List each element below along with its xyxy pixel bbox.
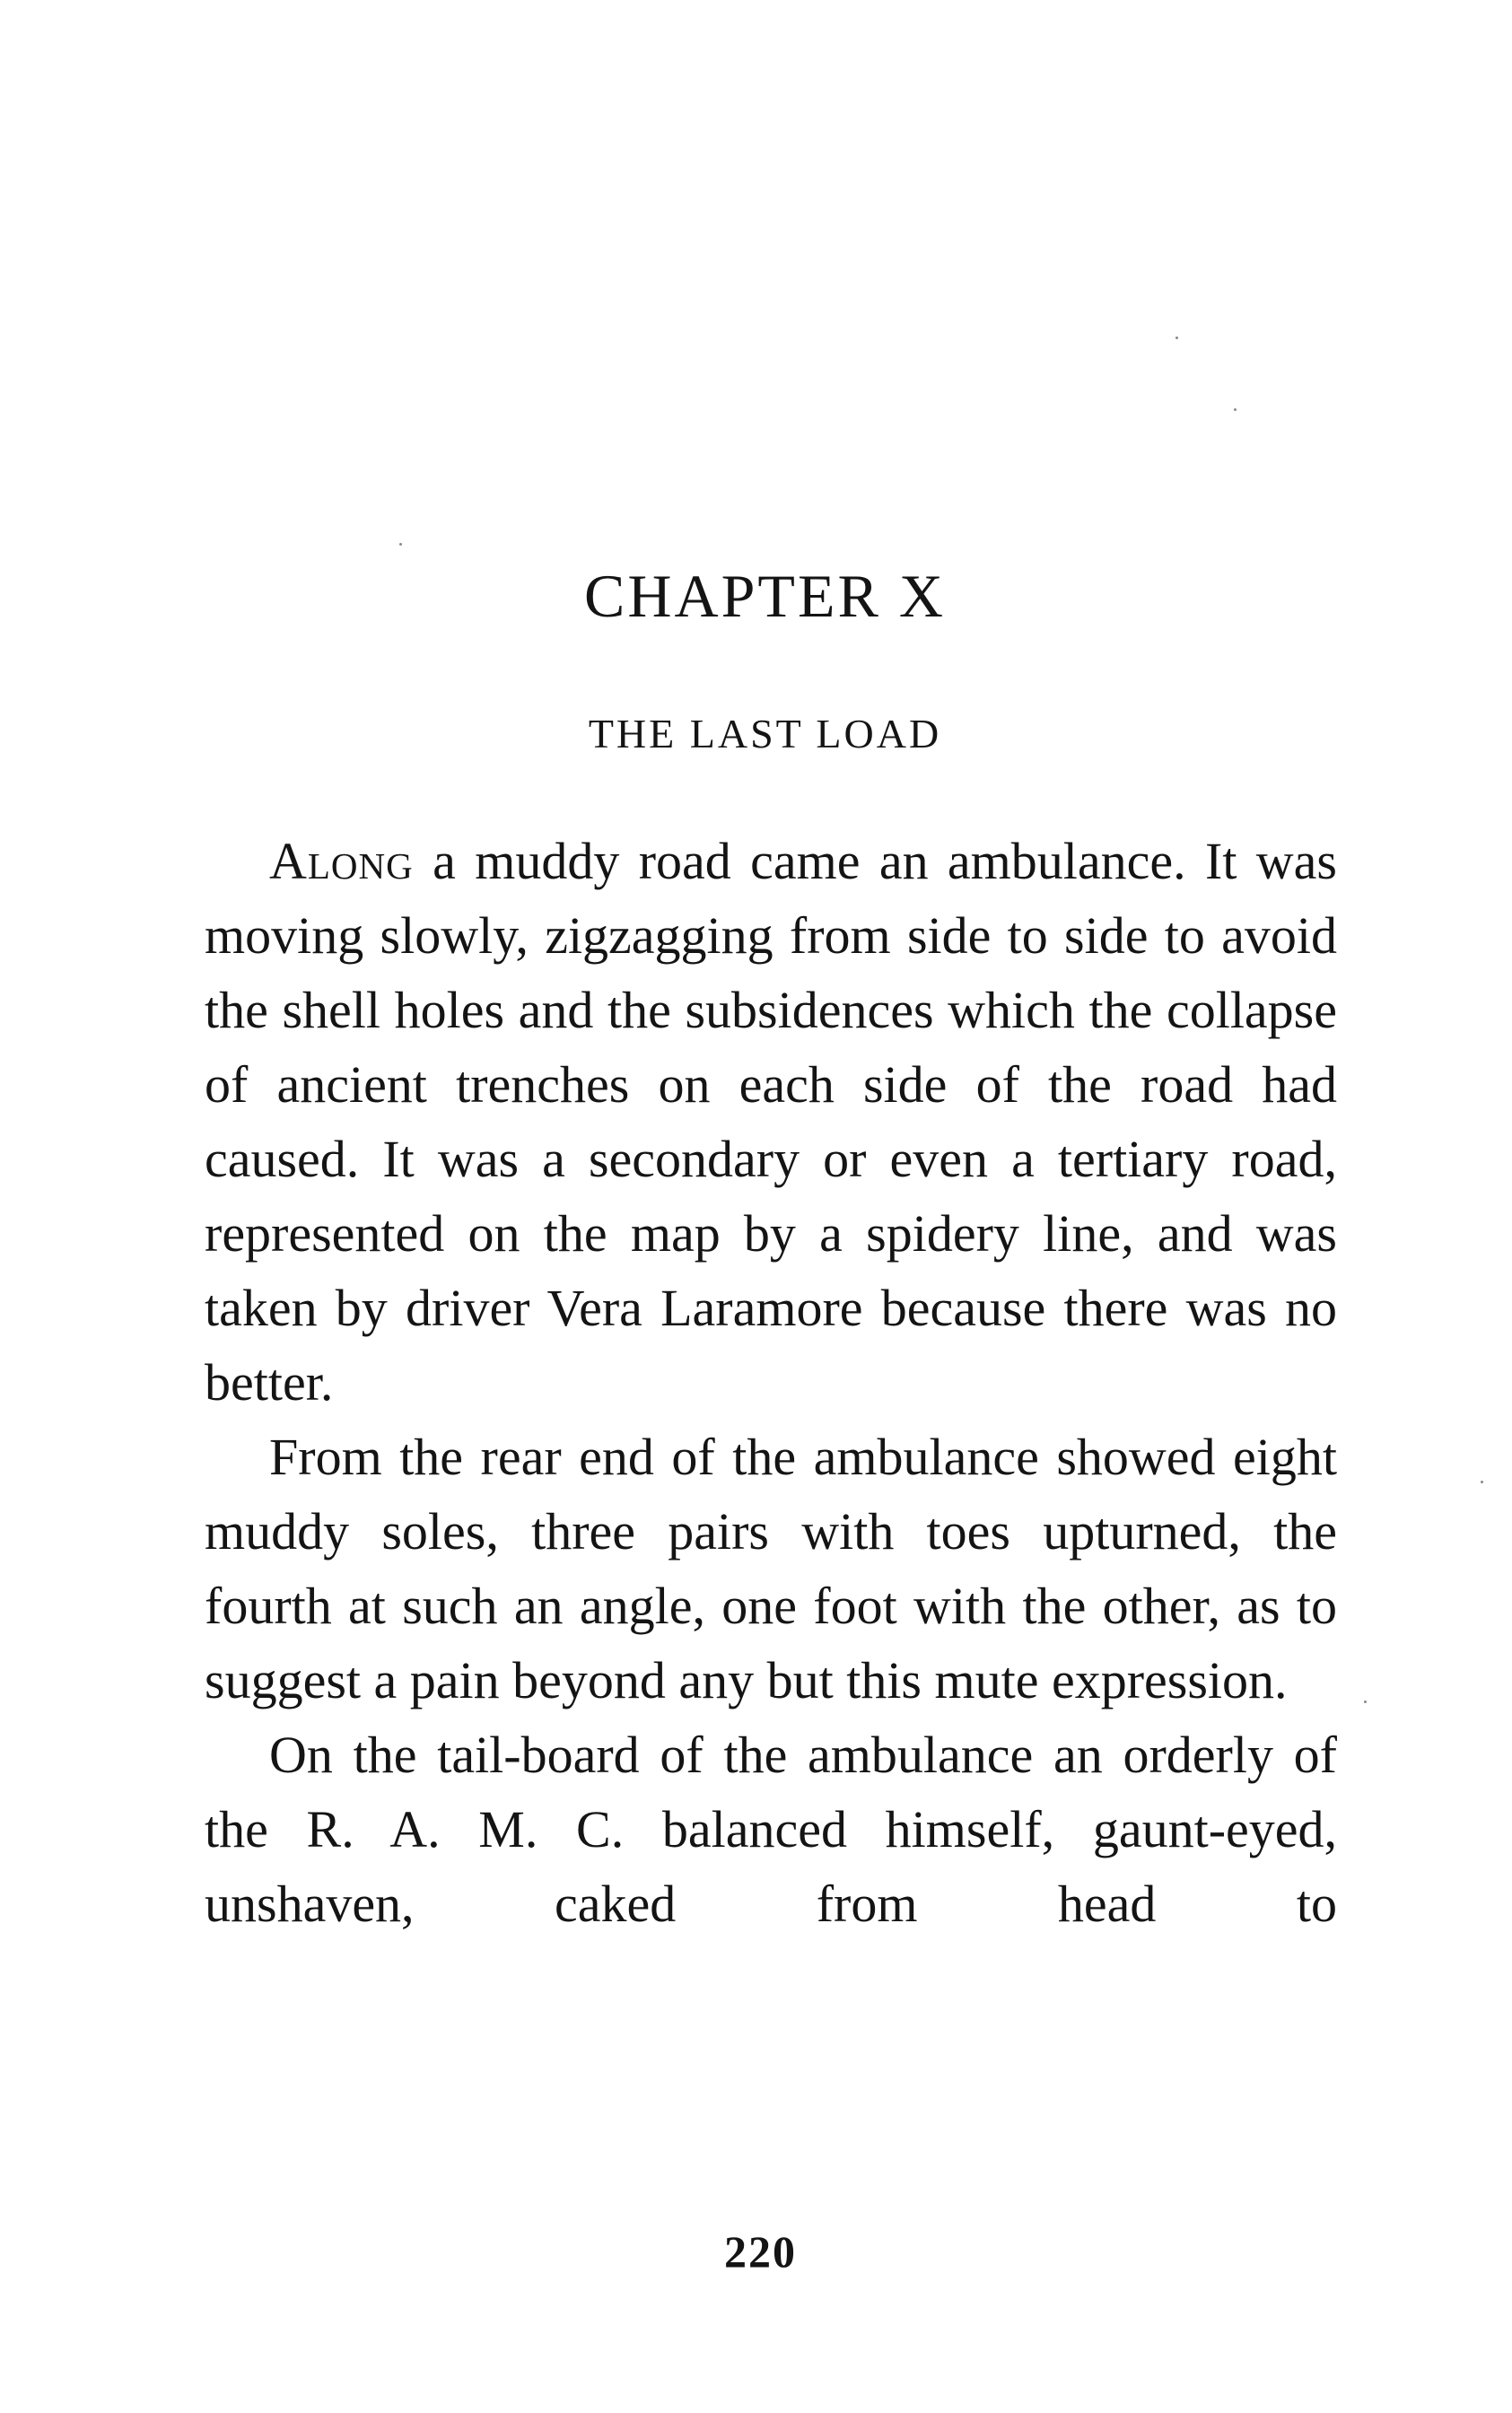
scan-speck — [399, 543, 402, 546]
scan-speck — [1364, 1700, 1367, 1703]
opening-word: Along — [269, 832, 414, 890]
paragraph-2 — [205, 1420, 1337, 1718]
scan-speck — [1481, 1481, 1483, 1483]
scan-speck — [1234, 408, 1237, 411]
body-text — [205, 824, 1337, 1941]
page-number: 220 — [724, 2226, 797, 2277]
paragraph-1 — [205, 824, 1337, 1420]
paragraph-3 — [205, 1718, 1337, 1941]
paragraph-3-text: On the tail-board of the ambulance an orderly of the R. A. M. C. balanced himself, gaunt-eyed, unshaven, caked from head to — [205, 1726, 1337, 1933]
paragraph-1-text: a muddy road came an ambulance. It was moving slowly, zigzagging from side to side to avoid the shell holes and the subsidences which the collapse of ancient trenches on each side of the road had caused. It was a secondary or even a tertiary road, represented on the map by a spidery line, and was taken by driver Vera Laramore because there was no better. — [205, 832, 1337, 1412]
scan-speck — [1176, 337, 1178, 339]
paragraph-2-text: From the rear end of the ambulance showed eight muddy soles, three pairs with toes upturned, the fourth at such an angle, one foot with the other, as to suggest a pain beyond any but this mute expression. — [205, 1428, 1337, 1709]
chapter-title: CHAPTER X — [584, 562, 946, 630]
chapter-subtitle: THE LAST LOAD — [588, 711, 942, 756]
